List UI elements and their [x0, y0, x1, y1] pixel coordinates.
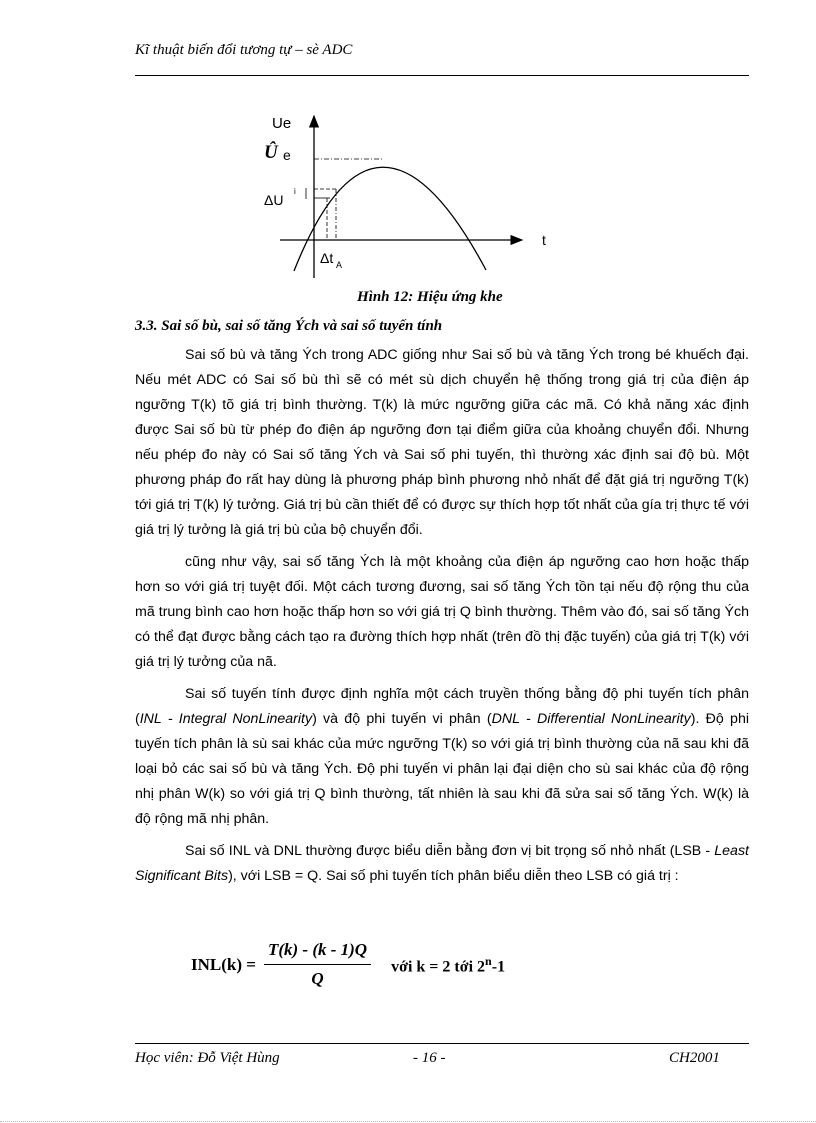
- delta-t-label: Δt: [320, 250, 334, 266]
- p3-text-c: ) và độ phi tuyến vi phân (: [312, 711, 492, 727]
- p3-text-e: ). Độ phi tuyến tích phân là sù sai khác của mức ngưỡng T(k) so với giá trị bình thường của nã sau khi đã loại bỏ các sai số bù và tăng Ých. Độ phi tuyến vi phân lại đại diện cho sù sai khác của độ rộng nhị phân W(k) so với giá trị Q bình thường, tất nhiên là sau khi đã sửa sai số tăng Ých. W(k) là độ rộng mã nhị phân.: [135, 711, 749, 827]
- aperture-effect-figure: [250, 108, 570, 283]
- body-text: [135, 343, 749, 896]
- peak-label: Û: [264, 142, 278, 163]
- p4-text-c: ), với LSB = Q. Sai số phi tuyến tích phân biểu diễn theo LSB có giá trị :: [228, 868, 679, 884]
- page-header: Kĩ thuật biến đổi tương tự – sè ADC: [135, 42, 353, 58]
- condition-exponent: n: [485, 953, 492, 968]
- footer-page-number: - 16 -: [413, 1050, 446, 1066]
- footer-code: CH2001: [669, 1050, 720, 1066]
- inl-term: INL - Integral NonLinearity: [139, 711, 313, 727]
- peak-label-sub: e: [283, 147, 291, 163]
- delta-u-label: ΔU: [264, 192, 284, 208]
- header-rule: [135, 75, 749, 76]
- paragraph-1: Sai số bù và tăng Ých trong ADC giống như Sai số bù và tăng Ých trong bé khuếch đại. Nếu mét ADC có Sai số bù thì sẽ có mét sù dịch chuyển hệ thống trong giá trị của điện áp ngưỡng T(k) tõ giá trị bình thường. T(k) là mức ngưỡng giữa các mã. Có khả năng xác định được Sai số bù từ phép đo điện áp ngưỡng đơn tại điểm giữa của khoảng chuyển đổi. Nhưng nếu phép đo này có Sai số tăng Ých và Sai số phi tuyến, thì thường xác định sai độ bù. Một phương pháp đo rất hay dùng là phương pháp bình phương nhỏ nhất để đặt giá trị ngưỡng T(k) tới giá trị T(k) lý tưởng. Giá trị bù cần thiết để có được sự thích hợp tốt nhất của gía trị thực tế với giá trị lý tưởng là giá trị bù của bộ chuyển đổi.: [135, 347, 749, 538]
- delta-u-small-label: i: [294, 187, 296, 196]
- page-bottom-edge: [0, 1121, 816, 1122]
- condition-text: với k = 2 tới 2: [391, 958, 486, 976]
- dnl-term: DNL - Differential NonLinearity: [491, 711, 691, 727]
- p4-text-a: Sai số INL và DNL thường được biểu diễn bằng đơn vị bit trọng số nhỏ nhất (LSB -: [185, 843, 715, 859]
- section-heading: 3.3. Sai số bù, sai số tăng Ých và sai số tuyến tính: [135, 318, 443, 334]
- inl-formula: [190, 940, 506, 990]
- formula-lhs: INL(k) =: [191, 955, 256, 974]
- paragraph-3: [135, 682, 749, 832]
- formula-denominator: Q: [311, 969, 324, 988]
- formula-numerator: T(k) - (k - 1)Q: [264, 940, 371, 965]
- figure-caption: Hình 12: Hiệu ứng khe: [357, 289, 503, 305]
- footer-student: Học viên: Đỗ Việt Hùng: [135, 1050, 280, 1066]
- paragraph-2: cũng như vậy, sai số tăng Ých là một khoảng của điện áp ngưỡng cao hơn hoặc thấp hơn so với giá trị tuyệt đối. Một cách tương đương, sai số tăng Ých tồn tại nếu độ rộng thu của mã trung bình cao hơn hoặc thấp hơn so với giá trị Q bình thường. Thêm vào đó, sai số tăng Ých có thể đạt được bằng cách tạo ra đường thích hợp nhất (trên đồ thị đặc tuyến) của giá trị T(k) với giá trị lý tưởng của nã.: [135, 554, 749, 670]
- lsb-term: Least Significant Bits: [135, 843, 749, 884]
- delta-t-sub: A: [336, 260, 343, 270]
- x-axis-label: t: [542, 232, 546, 248]
- p3-text-a: Sai số tuyến tính được định nghĩa một cách truyền thống bằng độ phi tuyến tích phân (: [135, 686, 749, 727]
- y-axis-label: Ue: [272, 115, 292, 132]
- paragraph-4: [135, 839, 749, 889]
- formula-layout: [190, 940, 506, 990]
- formula-condition: [371, 940, 506, 990]
- figure-graph: [250, 108, 570, 283]
- condition-tail: -1: [491, 958, 506, 976]
- footer-rule: [135, 1043, 749, 1044]
